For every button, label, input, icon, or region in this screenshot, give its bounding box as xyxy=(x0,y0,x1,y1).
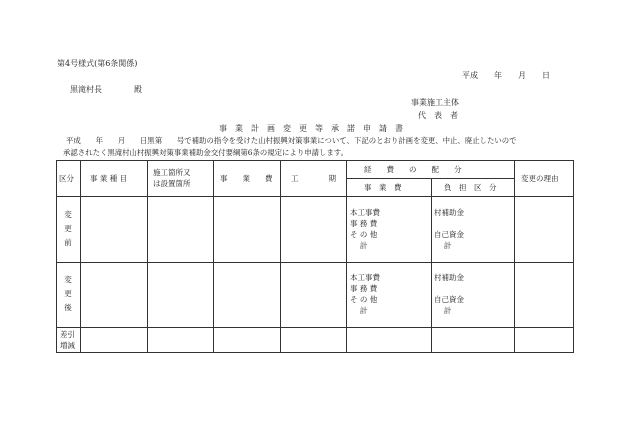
header-koki: 工 期 xyxy=(291,174,336,183)
header-jigyo-shumoku: 事 業 種 目 xyxy=(90,174,128,183)
header-basho-1: 施工箇所又 xyxy=(153,168,191,177)
subheader-jigyohi: 事 業 費 xyxy=(364,183,402,192)
row-label-char: 変 xyxy=(64,275,72,284)
diff-label-2: 増減 xyxy=(60,341,75,350)
body-line-1: 平成 年 月 日黒第 号で補助の指令を受けた山村振興対策事業について、下記のとおり計画を変更、中止、廃止したいので xyxy=(66,136,517,145)
cost-breakdown: 本工事費 事 務 費 そ の 他 計 xyxy=(350,208,380,250)
applicant-title: 事業施工主体 xyxy=(411,98,459,107)
body-line-2: 承認されたく黒滝村山村振興対策事業補助金交付要綱第6条の規定により申請します。 xyxy=(63,148,348,157)
addressee: 黒滝村長 殿 xyxy=(70,85,142,94)
row-label-char: 前 xyxy=(64,238,72,247)
row-label-char: 変 xyxy=(64,210,72,219)
subheader-futan-kubun: 負 担 区 分 xyxy=(444,183,497,192)
form-number: 第4号様式(第6条関係) xyxy=(57,59,138,68)
header-keihi-haibun: 経 費 の 配 分 xyxy=(364,165,462,174)
row-label-char: 後 xyxy=(64,303,72,312)
cost-breakdown: 本工事費 事 務 費 そ の 他 計 xyxy=(350,273,380,315)
application-date: 平成 年 月 日 xyxy=(462,71,550,80)
burden-breakdown: 村補助金 自己資金 計 xyxy=(434,273,464,315)
header-henko-riyu: 変更の理由 xyxy=(521,174,559,183)
row-label-char: 更 xyxy=(64,289,72,298)
representative-label: 代 表 者 xyxy=(418,111,458,120)
burden-breakdown: 村補助金 自己資金 計 xyxy=(434,208,464,250)
document-title: 事 業 計 画 変 更 等 承 諾 申 請 書 xyxy=(219,124,403,133)
header-kubun: 区分 xyxy=(59,174,74,183)
row-label-char: 更 xyxy=(64,224,72,233)
header-jigyohi: 事 業 費 xyxy=(220,174,273,183)
header-basho-2: は設置箇所 xyxy=(153,179,191,188)
diff-label-1: 差引 xyxy=(60,330,75,339)
